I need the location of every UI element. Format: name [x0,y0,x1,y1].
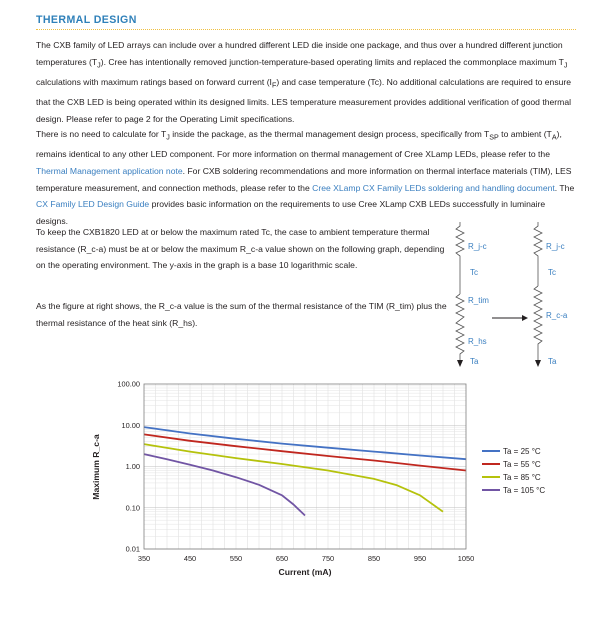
p2-text-6: . The [554,182,575,193]
p2-sub-3: A [551,133,557,142]
paragraph-rca-requirement: To keep the CXB1820 LED at or below the maximum rated Tc, the case to ambient temperature thermal resistance (R_c-a) must be at or below the maximum R_c-a value shown on the following graph, depending on the operating environment. The y-axis in the graph is a base 10 logarithmic scale. [36,227,445,271]
x-axis-title: Current (mA) [278,567,332,577]
p2-text-3: to ambient (T [498,129,552,139]
p2-sub-1: J [166,133,170,142]
paragraph-thermal-limits [36,37,578,127]
p2-text-2: inside the package, as the thermal management design process, specifically from T [169,129,490,139]
y-tick-label: 0.01 [125,544,140,554]
design-guide-link[interactable]: CX Family LED Design Guide [36,199,150,210]
thermal-resistance-diagram [452,222,582,370]
p1-sub-2: J [563,61,568,70]
x-tick-label: 450 [183,554,197,563]
x-tick-label: 850 [367,554,381,563]
p2-text-1: There is no need to calculate for T [36,129,167,139]
thermal-management-link[interactable]: Thermal Management application note [36,165,183,176]
x-tick-label: 750 [321,554,335,563]
y-axis-title: Maximum R_c-a [91,434,101,500]
p1-text-3: calculations with maximum ratings based on forward current (I [36,76,272,87]
x-tick-label: 350 [137,554,151,563]
chart-legend [482,447,545,495]
section-title: THERMAL DESIGN [36,14,137,26]
right-resistor-ca [534,286,542,361]
x-tick-label: 550 [229,554,243,563]
p1-text-2: ). Cree has intentionally removed junction-temperature-based operating limits and replaced the commonplace maximum T [100,56,564,67]
x-tick-label: 650 [275,554,289,563]
right-label-rca: R_c-a [546,311,568,320]
legend-label: Ta = 25 °C [503,447,541,456]
p2-text-4: ), remains identical to any other LED component. For more information on thermal management of Cree XLamp LEDs, please refer to the [36,129,562,160]
section-divider [36,29,576,30]
y-tick-label: 10.00 [121,420,140,430]
legend-label: Ta = 85 °C [503,473,541,482]
x-tick-label: 1050 [457,554,475,563]
legend-label: Ta = 55 °C [503,460,541,469]
chart-y-ticks [117,380,140,554]
x-tick-label: 950 [413,554,427,563]
right-resistor-jc [534,222,542,264]
paragraph-thermal-management [36,126,578,229]
left-resistor-tim [456,294,464,320]
y-tick-label: 1.00 [125,462,140,471]
p1-text-1: The CXB family of LED arrays can include over a hundred different LED die inside one package, and thus over a hundred different junction temperatures (T [36,40,563,67]
p1-sub-3: F [271,81,277,90]
p2-sub-2: SP [489,133,499,142]
left-label-rjc: R_j-c [468,242,487,251]
rca-chart [82,376,566,582]
left-label-rtim: R_tim [468,296,489,305]
legend-label: Ta = 105 °C [503,486,546,495]
left-resistor-jc [456,222,464,264]
y-tick-label: 0.10 [125,503,140,513]
left-label-ta: Ta [470,357,479,366]
right-label-ta: Ta [548,357,557,366]
right-label-rjc: R_j-c [546,242,565,251]
left-resistor-hs [456,320,464,361]
right-label-tc: Tc [548,268,556,277]
p1-sub-1: J [97,61,101,70]
y-tick-label: 100.00 [117,379,140,389]
soldering-handling-link[interactable]: Cree XLamp CX Family LEDs soldering and handling document [312,182,555,193]
p2-text-7: provides basic information on the requirements to use Cree XLamp CXB LEDs successfully in luminaire designs. [36,199,546,226]
chart-x-ticks [138,554,474,563]
paragraph-rca-sum: As the figure at right shows, the R_c-a value is the sum of the thermal resistance of the TIM (R_tim) plus the thermal resistance of the heat sink (R_hs). [36,301,447,328]
left-label-tc: Tc [470,268,478,277]
p1-text-4: ) and case temperature (Tc). No additional calculations are required to ensure that the CXB LED is being operated within its designed limits. LES temperature measurement provides additional verification of good thermal design. Please refer to page 2 for the Operating Limit specifications. [36,76,572,124]
left-label-rhs: R_hs [468,337,487,346]
p2-text-5: . For CXB soldering recommendations and more information on thermal interface materials (TIM), LES temperature measurement, and connection methods, please refer to the [36,165,572,193]
